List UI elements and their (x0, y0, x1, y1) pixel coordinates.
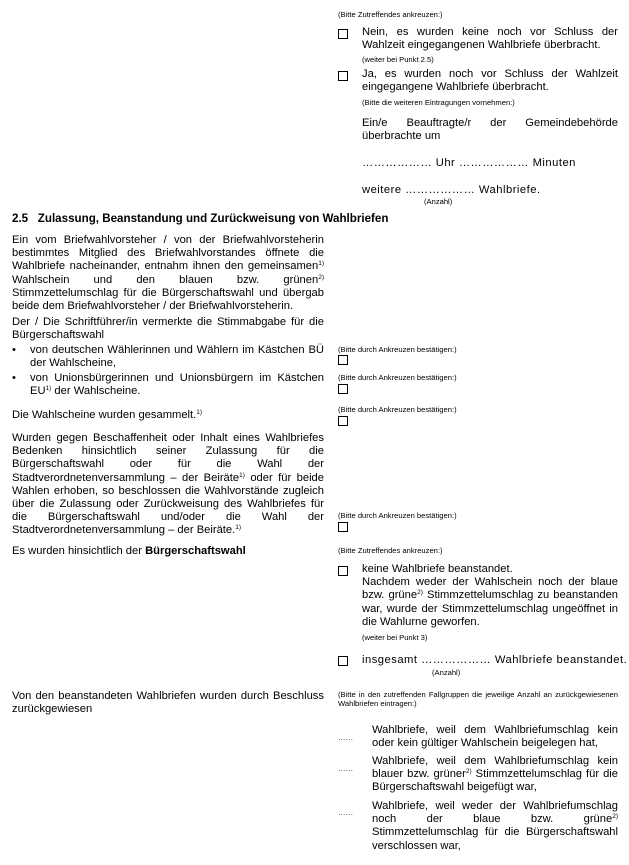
rejection-reason-3: Wahlbriefe, weil weder der Wahlbriefumschlag noch der blaue bzw. grüne$^{2)}$ Stimmzettelumschlag für die Bürgerschaftswahl verschlossen war, (372, 800, 618, 852)
checkbox-no-late-letters[interactable] (338, 29, 348, 39)
section-title: Zulassung, Beanstandung und Zurückweisung von Wahlbriefen (37, 212, 389, 225)
paragraph-objections: Wurden gegen Beschaffenheit oder Inhalt eines Wahlbriefes Bedenken hinsichtlich seiner Zulassung für die Bürgerschaftswahl oder für die Wahl der Stadtverordnetenversammlung – der Beiräte$^{1)}$ oder für beide Wahlen erhoben, so beschlossen die Wahlvorstände zugleich über die Zulassung oder Zurückweisung des Wahlbriefes für die Bürgerschaftswahl und/oder die Wahl der Stadtverordnetenversammlung – der Beiräte.$^{1)}$ (12, 432, 324, 537)
rejection-count-2[interactable]: …… (338, 764, 354, 773)
complaints-hint: (Bitte Zutreffendes ankreuzen:) (338, 546, 443, 555)
confirm-hint-2: (Bitte durch Ankreuzen bestätigen:) (338, 373, 457, 382)
checkbox-total-complained[interactable] (338, 656, 348, 666)
confirm-hint-3: (Bitte durch Ankreuzen bestätigen:) (338, 405, 457, 414)
total-count-label: (Anzahl) (432, 668, 461, 677)
more-letters-line: weitere ……………… Wahlbriefe. (362, 184, 541, 196)
paragraph-collected: Die Wahlscheine wurden gesammelt.$^{1)}$ (12, 409, 203, 421)
confirm-hint-4: (Bitte durch Ankreuzen bestätigen:) (338, 511, 457, 520)
checkbox-confirm-collected[interactable] (338, 416, 348, 426)
rejection-count-3[interactable]: …… (338, 808, 354, 817)
confirm-hint-1: (Bitte durch Ankreuzen bestätigen:) (338, 345, 457, 354)
checkbox-none-complained[interactable] (338, 566, 348, 576)
checkbox-confirm-eu[interactable] (338, 384, 348, 394)
total-complained-line: insgesamt ……………… Wahlbriefe beanstandet. (362, 654, 628, 666)
rejection-reason-1: Wahlbriefe, weil dem Wahlbriefumschlag kein oder kein gültiger Wahlschein beigelegen hat, (372, 724, 618, 750)
rejection-reason-2: Wahlbriefe, weil dem Wahlbriefumschlag kein blauer bzw. grüner$^{2)}$ Stimmzettelumschlag für die Bürgerschaftswahl beigefügt war, (372, 755, 618, 794)
paragraph-rejected: Von den beanstandeten Wahlbriefen wurden durch Beschluss zurückgewiesen (12, 690, 324, 716)
count-label: (Anzahl) (424, 197, 453, 206)
bullet-eu-voters: • von Unionsbürgerinnen und Unionsbürgern im Kästchen EU$^{1)}$ der Wahlscheine. (12, 372, 324, 398)
checkbox-yes-late-letters[interactable] (338, 71, 348, 81)
option-no-note: (weiter bei Punkt 2.5) (362, 55, 434, 64)
option-yes-note: (Bitte die weiteren Eintragungen vornehmen:) (362, 98, 515, 107)
rejection-count-1[interactable]: …… (338, 733, 354, 742)
option-no-text: Nein, es wurden keine noch vor Schluss der Wahlzeit eingegangenen Wahlbriefe überbracht. (362, 26, 618, 52)
paragraph-recorder: Der / Die Schriftführer/in vermerkte die Stimmabgabe für die Bürgerschaftswahl (12, 316, 324, 342)
option-yes-text: Ja, es wurden noch vor Schluss der Wahlzeit eingegangene Wahlbriefe überbracht. (362, 68, 618, 94)
top-hint: (Bitte Zutreffendes ankreuzen:) (338, 10, 443, 19)
checkbox-confirm-objections[interactable] (338, 522, 348, 532)
paragraph-complaints: Es wurden hinsichtlich der Bürgerschaftswahl (12, 545, 246, 557)
none-complained-text: keine Wahlbriefe beanstandet. Nachdem weder der Wahlschein noch der blaue bzw. grüne$^{2)}$ Stimmzettelumschlag zu beanstanden war, wurde der Stimmzettelumschlag ungeöffnet in die Wahlurne geworfen. (362, 563, 619, 628)
time-entry-line: ……………… Uhr ……………… Minuten (362, 157, 576, 169)
paragraph-opening: Ein vom Briefwahlvorsteher / von der Briefwahlvorsteherin bestimmtes Mitglied des Briefwahlvorstandes öffnete die Wahlbriefe nacheinander, entnahm ihnen den gemeinsamen$^{1)}$ Wahlschein und den blauen bzw. grünen$^{2)}$ Stimmzettelumschlag für die Bürgerschaftswahl und übergab beide dem Briefwahlvorsteher / der Briefwahlvorsteherin. (12, 234, 324, 313)
bullet-german-voters: • von deutschen Wählerinnen und Wählern im Kästchen BÜ der Wahlscheine, (12, 344, 324, 370)
checkbox-confirm-german[interactable] (338, 355, 348, 365)
section-number: 2.5 (12, 212, 29, 225)
delegate-text: Ein/e Beauftragte/r der Gemeindebehörde überbrachte um (362, 117, 618, 143)
rejection-groups-hint: (Bitte in den zutreffenden Fallgruppen die jeweilige Anzahl an zurückgewiesenen Wahlbriefen eintragen:) (338, 690, 618, 708)
none-complained-note: (weiter bei Punkt 3) (362, 633, 428, 642)
section-heading (12, 212, 388, 225)
